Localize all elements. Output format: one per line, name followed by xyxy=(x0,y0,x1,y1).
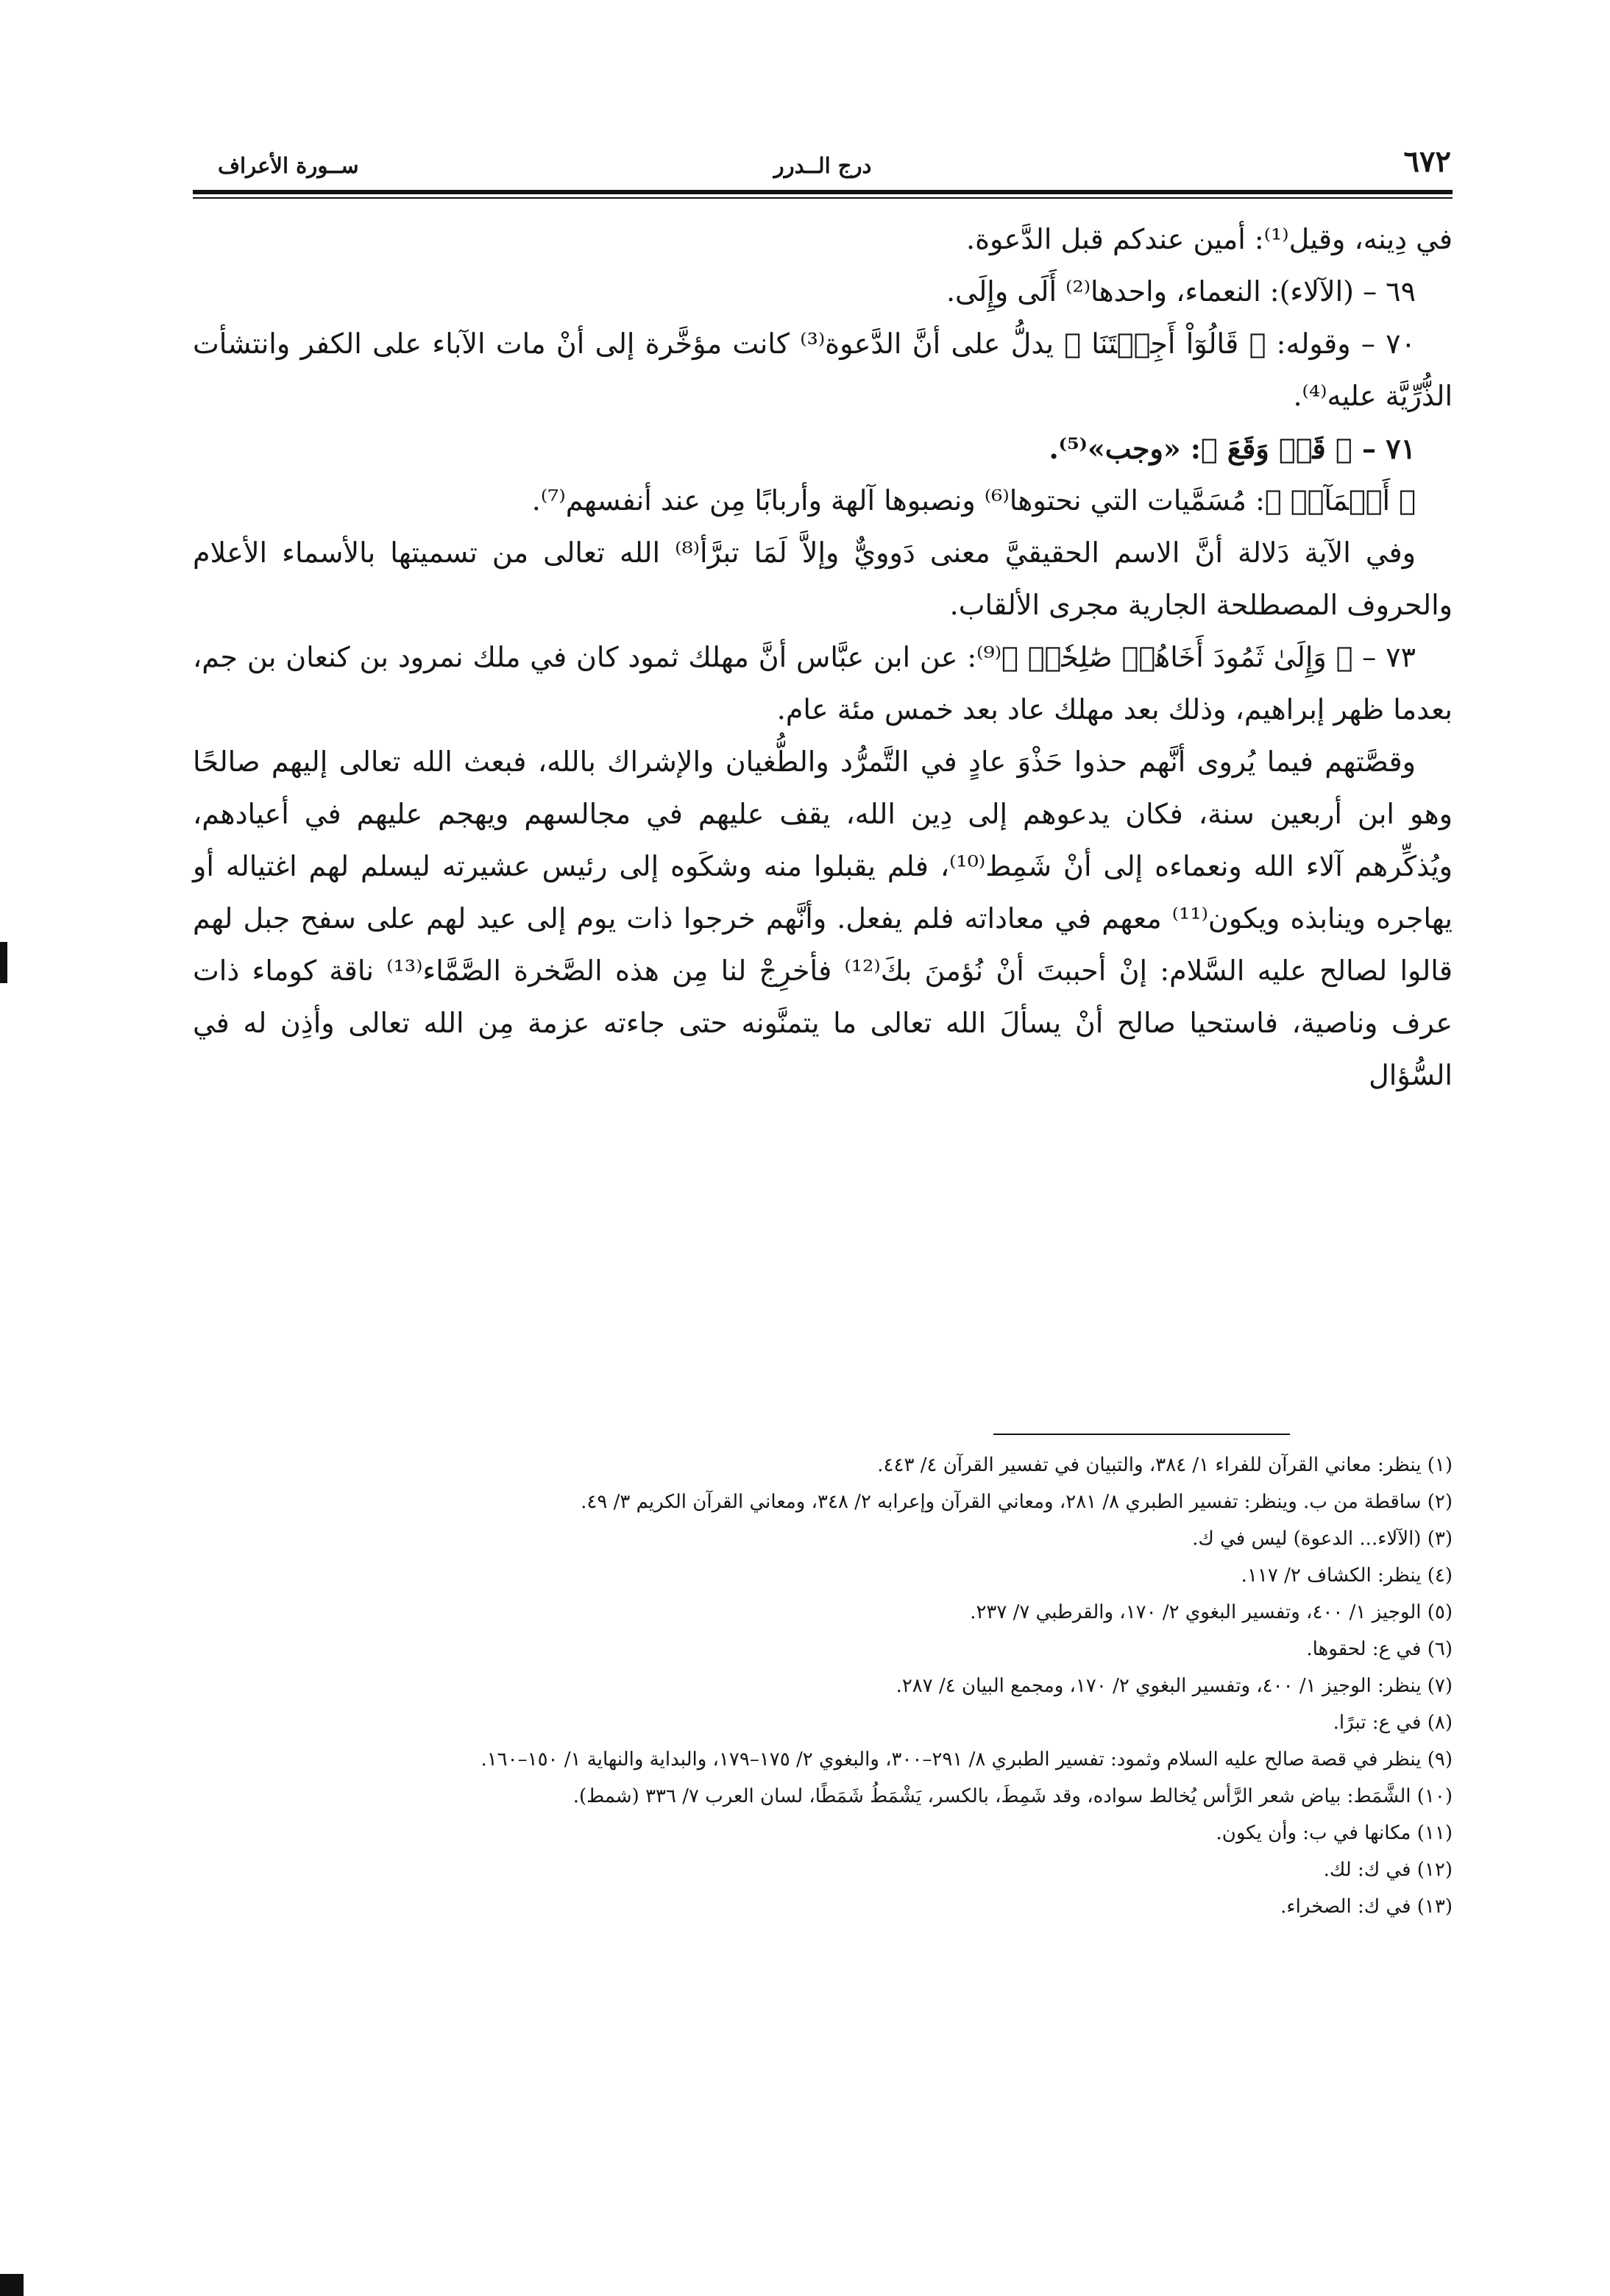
paragraph: ٧٠ – وقوله: ﴿ قَالُوٓاْ أَجِئۡتَنَا ﴾ يدلُّ على أنَّ الدَّعوة⁽³⁾ كانت مؤخَّرة إلى أنْ مات الآباء على الكفر وانتشأت الذُّرِّيَّة عليه⁽⁴⁾. xyxy=(193,327,1453,412)
footnote: (٢) ساقطة من ب. وينظر: تفسير الطبري ٨/ ٢٨١، ومعاني القرآن وإعرابه ٢/ ٣٤٨، ومعاني القرآن الكريم ٣/ ٤٩. xyxy=(581,1491,1453,1513)
footnote: (١٢) في ك: لك. xyxy=(1323,1859,1453,1881)
footnote: (١) ينظر: معاني القرآن للفراء ١/ ٣٨٤، والتبيان في تفسير القرآن ٤/ ٤٤٣. xyxy=(877,1454,1453,1476)
surah-title: ســورة الأعراف xyxy=(218,153,359,178)
footnote: (٧) ينظر: الوجيز ١/ ٤٠٠، وتفسير البغوي ٢/ ١٧٠، ومجمع البيان ٤/ ٢٨٧. xyxy=(896,1675,1453,1697)
footnote: (١١) مكانها في ب: وأن يكون. xyxy=(1216,1822,1453,1844)
footnote: (٩) ينظر في قصة صالح عليه السلام وثمود: تفسير الطبري ٨/ ٢٩١–٣٠٠، والبغوي ٢/ ١٧٥–١٧٩، والبداية والنهاية ١/ ١٥٠–١٦٠. xyxy=(480,1748,1453,1771)
scan-edge-mark xyxy=(0,942,7,983)
footnote: (١٣) في ك: الصخراء. xyxy=(1280,1896,1453,1918)
footnotes xyxy=(193,1447,1453,1925)
paragraph: وقصَّتهم فيما يُروى أنَّهم حذوا حَذْوَ عادٍ في التَّمرُّد والطُّغيان والإشراك بالله، فبعث الله تعالى إليهم صالحًا وهو ابن أربعين سنة، فكان يدعوهم إلى دِين الله، يقف عليهم في مجالسهم ويهجم عليهم في أعيادهم، ويُذكِّرهم آلاء الله ونعماءه إلى أنْ شَمِط⁽¹⁰⁾، فلم يقبلوا منه وشكَوه إلى رئيس عشيرته ليسلم لهم اغتياله أو يهاجره وينابذه ويكون⁽¹¹⁾ معهم في معاداته فلم يفعل. وأنَّهم خرجوا ذات يوم إلى عيد لهم على سفح جبل لهم قالوا لصالح عليه السَّلام: إنْ أحببتَ أنْ نُؤمنَ بكَ⁽¹²⁾ فأخرِجْ لنا مِن هذه الصَّخرة الصَّمَّاء⁽¹³⁾ ناقة كوماء ذات عرف وناصية، فاستحيا صالح أنْ يسألَ الله تعالى ما يتمنَّونه حتى جاءته عزمة مِن الله تعالى وأذِن له في السُّؤال xyxy=(193,745,1453,1091)
footnote: (٤) ينظر: الكشاف ٢/ ١١٧. xyxy=(1241,1565,1453,1587)
header-rule-thin xyxy=(193,197,1453,199)
footnote: (٥) الوجيز ١/ ٤٠٠، وتفسير البغوي ٢/ ١٧٠، والقرطبي ٧/ ٢٣٧. xyxy=(970,1601,1453,1623)
footnote-separator xyxy=(993,1434,1290,1435)
main-text xyxy=(193,213,1453,1102)
paragraph: ٧٣ – ﴿ وَإِلَىٰ ثَمُودَ أَخَاهُمۡ صَٰلِحٗاۚ ﴾⁽⁹⁾: عن ابن عبَّاس أنَّ مهلك ثمود كان في ملك نمرود بن كنعان بن جم، بعدما ظهر إبراهيم، وذلك بعد مهلك عاد بعد خمس مئة عام. xyxy=(193,641,1453,726)
paragraph: ٦٩ – (الآلاء): النعماء، واحدها⁽²⁾ أَلَى وإِلَى. xyxy=(946,275,1416,308)
paragraph: في دِينه، وقيل⁽¹⁾: أمين عندكم قبل الدَّعوة. xyxy=(966,223,1453,255)
footnote: (٣) (الآلاء... الدعوة) ليس في ك. xyxy=(1192,1528,1453,1550)
footnote: (٦) في ع: لحقوها. xyxy=(1306,1638,1453,1660)
footnote: (١٠) الشَّمَط: بياض شعر الرَّأس يُخالط سواده، وقد شَمِطَ، بالكسر، يَشْمَطُ شَمَطًا، لسان العرب ٧/ ٣٣٦ (شمط). xyxy=(572,1785,1453,1807)
footnote: (٨) في ع: تبرًا. xyxy=(1333,1712,1453,1734)
scan-edge-mark xyxy=(0,2274,24,2296)
running-header xyxy=(193,144,1453,190)
page-number: ٦٧٢ xyxy=(1403,144,1451,179)
paragraph: ٧١ – ﴿ قَدۡ وَقَعَ ﴾: «وجب»⁽⁵⁾. xyxy=(1049,432,1416,465)
paragraph: وفي الآية دَلالة أنَّ الاسم الحقيقيَّ معنى دَوويٌّ وإلاَّ لَمَا تبرَّأ⁽⁸⁾ الله تعالى من تسميتها بالأسماء الأعلام والحروف المصطلحة الجارية مجرى الألقاب. xyxy=(193,536,1453,621)
header-rule-thick xyxy=(193,190,1453,194)
book-title: درج الــدرر xyxy=(773,153,872,178)
paragraph: ﴿ أَسۡمَآءٖ ﴾: مُسَمَّيات التي نحتوها⁽⁶⁾ ونصبوها آلهة وأربابًا مِن عند أنفسهم⁽⁷⁾. xyxy=(531,484,1416,517)
